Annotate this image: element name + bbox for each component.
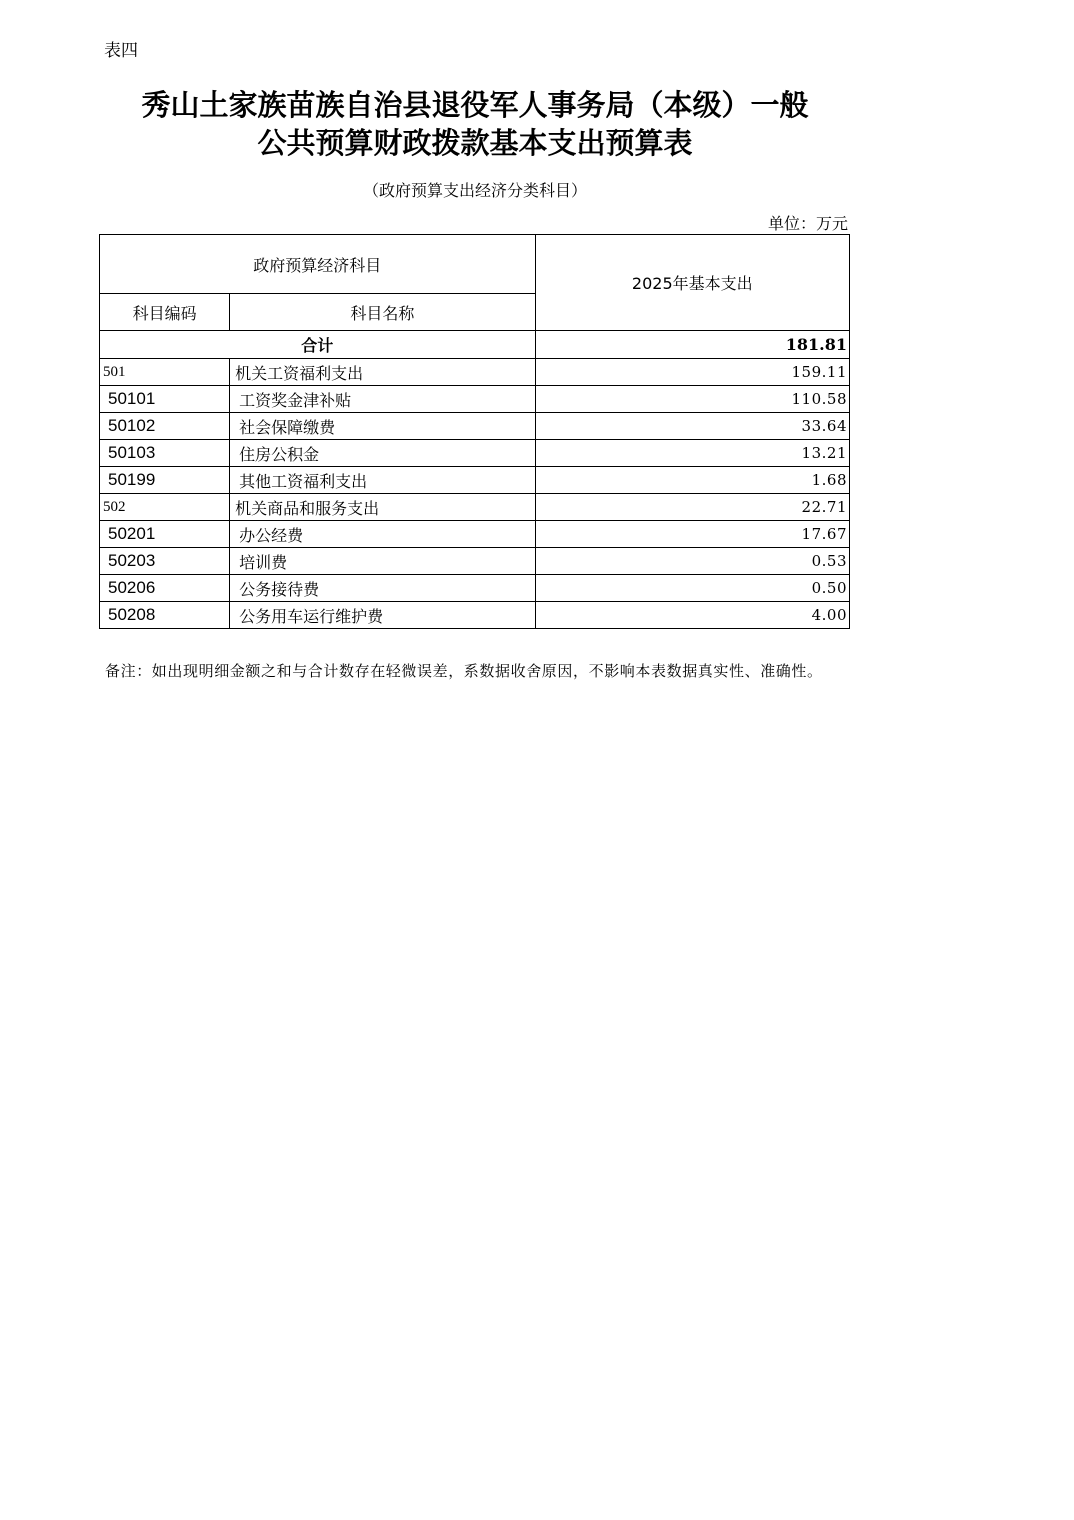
subject-amount: 110.58 xyxy=(535,386,849,413)
subject-name: 社会保障缴费 xyxy=(230,413,535,440)
table-number-label: 表四 xyxy=(104,41,138,61)
subject-code: 50208 xyxy=(100,602,230,629)
subject-amount: 159.11 xyxy=(535,359,849,386)
table-row xyxy=(100,359,850,386)
subject-code: 50101 xyxy=(100,386,230,413)
total-label: 合计 xyxy=(100,331,536,359)
total-amount: 181.81 xyxy=(535,331,849,359)
table-row xyxy=(100,440,850,467)
subject-code: 50102 xyxy=(100,413,230,440)
budget-table xyxy=(99,234,850,629)
table-row xyxy=(100,494,850,521)
subject-amount: 0.53 xyxy=(535,548,849,575)
subject-amount: 13.21 xyxy=(535,440,849,467)
subject-name: 公务接待费 xyxy=(230,575,535,602)
page-subtitle: （政府预算支出经济分类科目） xyxy=(362,181,587,200)
subject-code: 502 xyxy=(100,494,230,521)
header-subject-code: 科目编码 xyxy=(100,294,230,331)
subject-code: 50206 xyxy=(100,575,230,602)
subject-code: 50199 xyxy=(100,467,230,494)
table-row xyxy=(100,467,850,494)
subject-code: 50203 xyxy=(100,548,230,575)
table-row xyxy=(100,521,850,548)
footnote: 备注：如出现明细金额之和与合计数存在轻微误差，系数据收舍原因，不影响本表数据真实性、准确性。 xyxy=(105,662,823,680)
page-title xyxy=(0,86,950,162)
subject-amount: 4.00 xyxy=(535,602,849,629)
table-row xyxy=(100,602,850,629)
subject-name: 培训费 xyxy=(230,548,535,575)
table-row xyxy=(100,548,850,575)
table-row xyxy=(100,386,850,413)
subject-amount: 0.50 xyxy=(535,575,849,602)
subject-name: 公务用车运行维护费 xyxy=(230,602,535,629)
subject-name: 机关工资福利支出 xyxy=(230,359,535,386)
total-row xyxy=(100,331,850,359)
subject-code: 501 xyxy=(100,359,230,386)
subject-amount: 17.67 xyxy=(535,521,849,548)
subject-amount: 22.71 xyxy=(535,494,849,521)
title-line-1: 秀山土家族苗族自治县退役军人事务局（本级）一般 xyxy=(141,88,809,122)
table-row xyxy=(100,575,850,602)
subject-name: 工资奖金津补贴 xyxy=(230,386,535,413)
header-subject-name: 科目名称 xyxy=(230,294,535,331)
subject-code: 50103 xyxy=(100,440,230,467)
header-basic-expenditure: 2025年基本支出 xyxy=(535,235,849,331)
unit-label: 单位：万元 xyxy=(767,214,848,233)
subject-amount: 33.64 xyxy=(535,413,849,440)
subject-amount: 1.68 xyxy=(535,467,849,494)
subject-name: 机关商品和服务支出 xyxy=(230,494,535,521)
subject-name: 住房公积金 xyxy=(230,440,535,467)
table-row xyxy=(100,413,850,440)
subject-name: 其他工资福利支出 xyxy=(230,467,535,494)
subject-name: 办公经费 xyxy=(230,521,535,548)
subject-code: 50201 xyxy=(100,521,230,548)
header-economic-subject: 政府预算经济科目 xyxy=(100,235,536,294)
title-line-2: 公共预算财政拨款基本支出预算表 xyxy=(257,126,693,160)
